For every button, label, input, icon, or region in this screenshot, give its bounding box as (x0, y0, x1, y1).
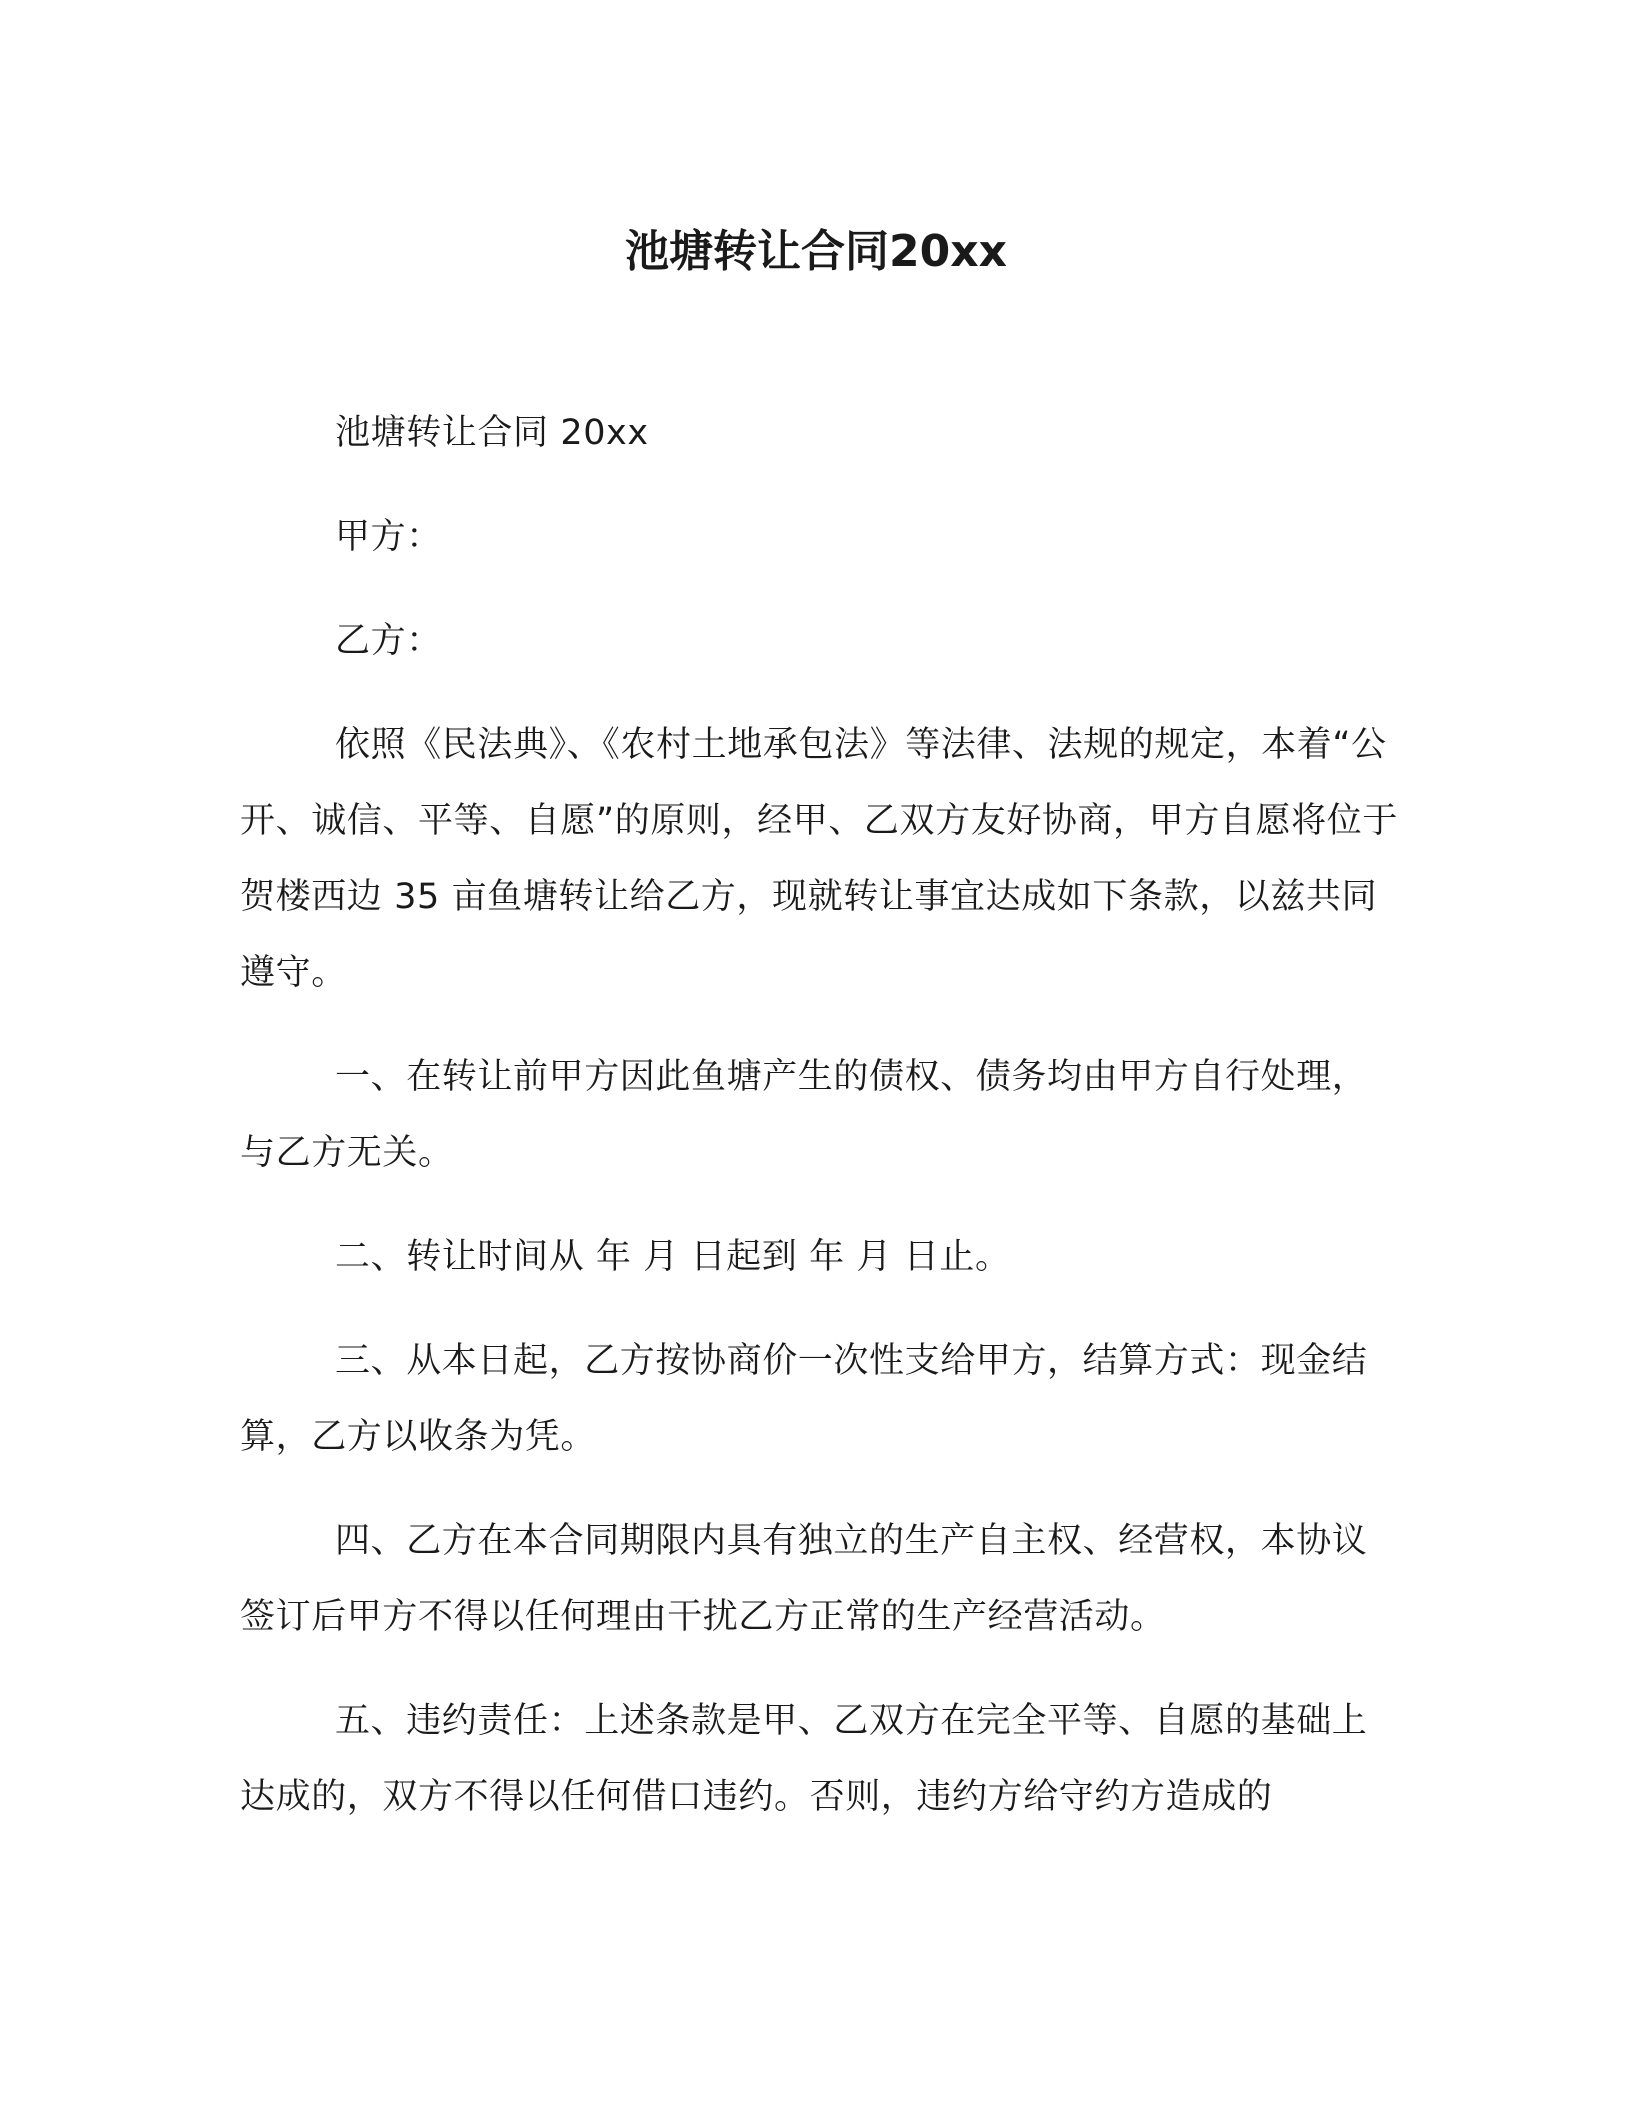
clause-5: 五、违约责任：上述条款是甲、乙双方在完全平等、自愿的基础上达成的，双方不得以任何借口违约。否则，违约方给守约方造成的 (240, 1701, 1368, 1817)
preamble-paragraph: 依照《民法典》、《农村土地承包法》等法律、法规的规定，本着“公开、诚信、平等、自愿”的原则，经甲、乙双方友好协商，甲方自愿将位于贺楼西边 35 亩鱼塘转让给乙方，现就转让事宜达成如下条款，以兹共同遵守。 (240, 725, 1398, 993)
party-a-label: 甲方： (335, 517, 442, 557)
party-b-label: 乙方： (335, 621, 442, 661)
clause-2: 二、转让时间从 年 月 日起到 年 月 日止。 (335, 1237, 1011, 1277)
document-title: 池塘转让合同20xx (625, 226, 1007, 277)
document-body (240, 395, 1400, 1863)
clause-4: 四、乙方在本合同期限内具有独立的生产自主权、经营权，本协议签订后甲方不得以任何理由干扰乙方正常的生产经营活动。 (240, 1521, 1368, 1637)
clause-3: 三、从本日起，乙方按协商价一次性支给甲方，结算方式：现金结算，乙方以收条为凭。 (240, 1341, 1368, 1457)
clause-1: 一、在转让前甲方因此鱼塘产生的债权、债务均由甲方自行处理，与乙方无关。 (240, 1057, 1368, 1173)
document-subtitle: 池塘转让合同 20xx (335, 413, 649, 453)
